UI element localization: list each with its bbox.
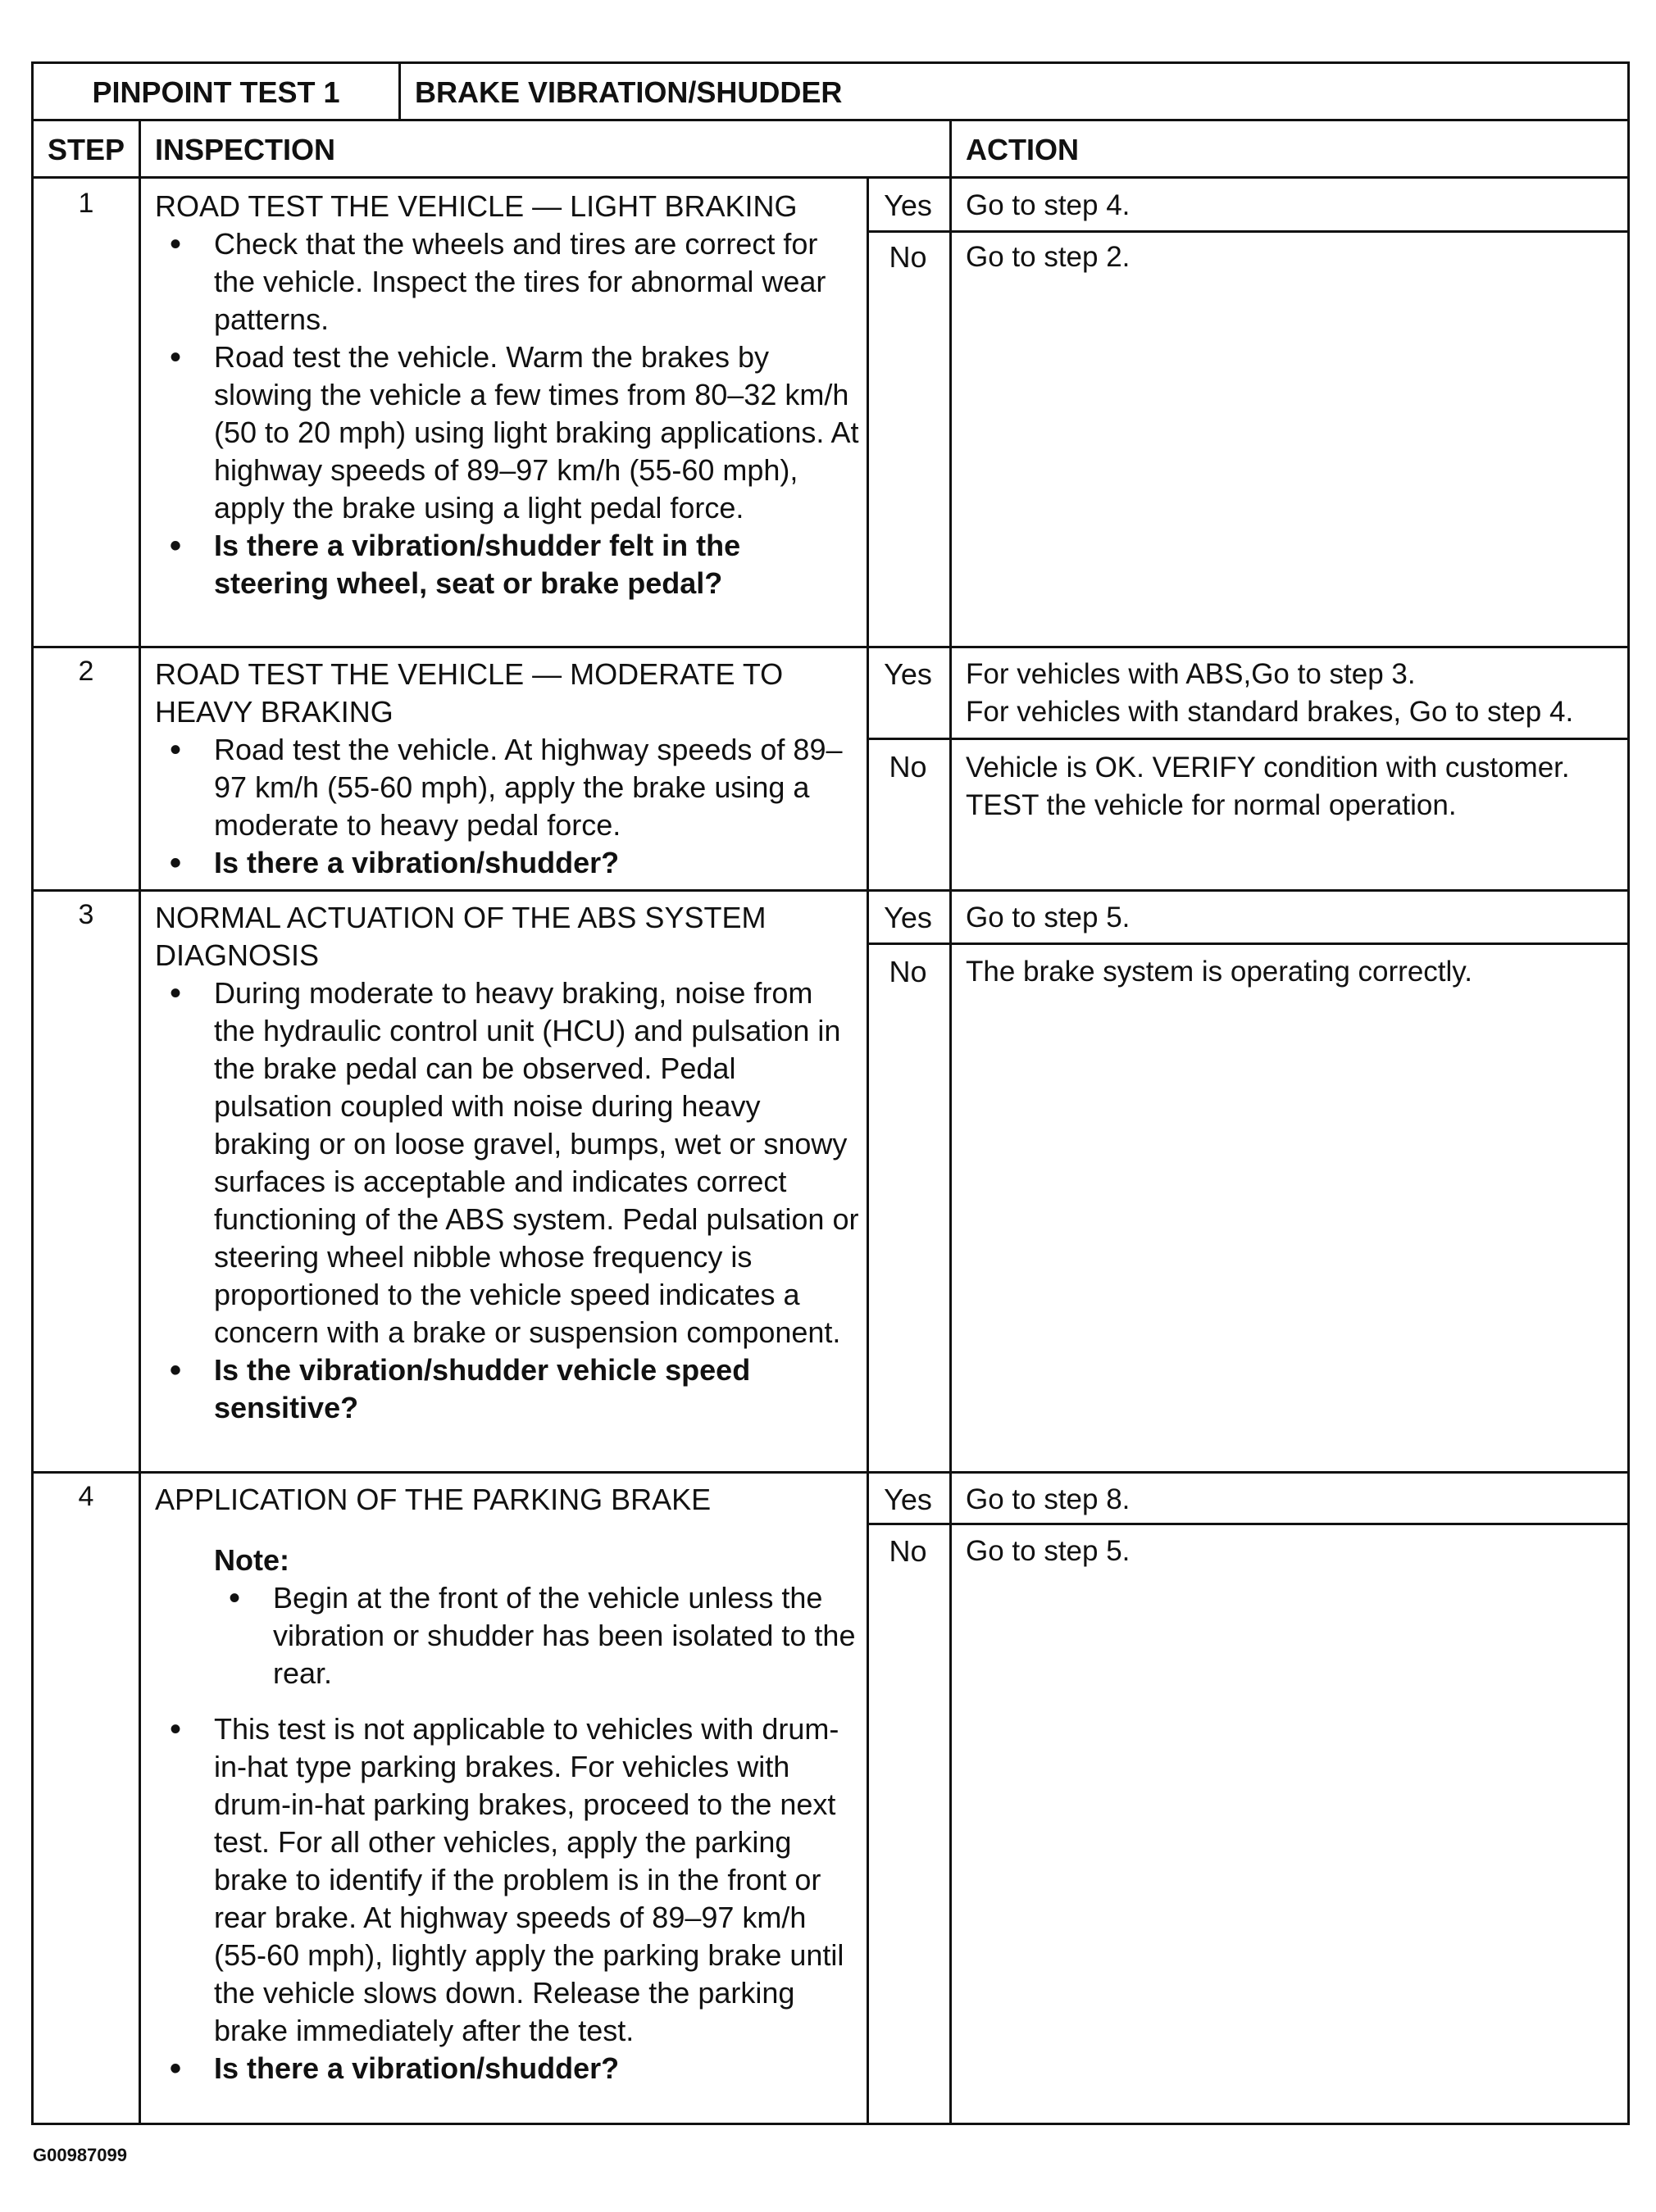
inspection-column-header: INSPECTION (155, 133, 336, 166)
yes-label: Yes (884, 1483, 932, 1516)
inspection-bullet: • Check that the wheels and tires are correct for the vehicle. Inspect the tires for abnormal wear patterns. (155, 225, 860, 338)
inspection-bullet: • Road test the vehicle. Warm the brakes by slowing the vehicle a few times from 80–32 km/h (50 to 20 mph) using light braking applications. At highway speeds of 89–97 km/h (55-60 mph), apply the brake using a light pedal force. (155, 338, 860, 527)
divider (867, 942, 1627, 945)
divider (867, 230, 1627, 233)
note-block (155, 1542, 860, 1692)
no-label: No (889, 1534, 927, 1568)
step-title: NORMAL ACTUATION OF THE ABS SYSTEM DIAGNOSIS (155, 901, 767, 972)
step-2-inspection (155, 656, 860, 882)
no-label: No (889, 955, 927, 988)
no-label: No (889, 240, 927, 274)
step-number: 3 (78, 899, 94, 930)
step-3-inspection (155, 899, 860, 1427)
yes-action (966, 656, 1573, 731)
step-title: ROAD TEST THE VEHICLE — LIGHT BRAKING (155, 189, 798, 223)
inspection-question: • Is there a vibration/shudder? (155, 844, 860, 882)
inspection-bullet: • Road test the vehicle. At highway speeds of 89–97 km/h (55-60 mph), apply the brake using a moderate to heavy pedal force. (155, 731, 860, 844)
no-action: The brake system is operating correctly. (966, 956, 1472, 988)
pinpoint-test-table (31, 61, 1630, 2125)
no-action-line: TEST the vehicle for normal operation. (966, 789, 1457, 821)
divider (949, 179, 952, 2125)
divider (867, 179, 869, 2125)
action-column-header: ACTION (966, 133, 1079, 166)
no-action: Go to step 2. (966, 241, 1131, 273)
test-label: PINPOINT TEST 1 (92, 75, 340, 109)
yes-action-line: For vehicles with standard brakes, Go to step 4. (966, 696, 1574, 728)
step-1-inspection (155, 188, 860, 602)
yes-action-line: For vehicles with ABS,Go to step 3. (966, 658, 1416, 690)
no-action: Go to step 5. (966, 1535, 1131, 1567)
step-4-inspection (155, 1481, 860, 2087)
yes-action: Go to step 4. (966, 189, 1131, 221)
note-bullet: • Begin at the front of the vehicle unless the vibration or shudder has been isolated to the rear. (214, 1579, 860, 1692)
step-column-header: STEP (47, 133, 125, 166)
divider (398, 64, 401, 121)
divider (949, 121, 952, 179)
divider (867, 738, 1627, 740)
inspection-bullet: • During moderate to heavy braking, noise from the hydraulic control unit (HCU) and pulsation in the brake pedal can be observed. Pedal pulsation coupled with noise during heavy braking or on loose gravel, bumps, wet or snowy surfaces is acceptable and indicates correct functioning of the ABS system. Pedal pulsation or steering wheel nibble whose frequency is proportioned to the vehicle speed indicates a concern with a brake or suspension component. (155, 974, 860, 1351)
inspection-question: • Is there a vibration/shudder? (155, 2050, 860, 2087)
test-title: BRAKE VIBRATION/SHUDDER (415, 75, 843, 109)
note-label: Note: (214, 1543, 289, 1577)
step-number: 1 (78, 188, 94, 219)
no-action (966, 749, 1570, 824)
yes-action: Go to step 5. (966, 902, 1131, 933)
divider (34, 1471, 1627, 1474)
yes-label: Yes (884, 901, 932, 934)
step-number: 4 (78, 1481, 94, 1512)
step-title: ROAD TEST THE VEHICLE — MODERATE TO HEAVY BRAKING (155, 657, 784, 729)
inspection-question: • Is the vibration/shudder vehicle speed sensitive? (155, 1351, 860, 1427)
yes-label: Yes (884, 188, 932, 222)
figure-code: G00987099 (33, 2145, 127, 2165)
divider (139, 121, 141, 2125)
inspection-question: • Is there a vibration/shudder felt in the steering wheel, seat or brake pedal? (155, 527, 860, 602)
no-action-line: Vehicle is OK. VERIFY condition with customer. (966, 752, 1570, 784)
divider (34, 646, 1627, 648)
divider (867, 1523, 1627, 1525)
step-title: APPLICATION OF THE PARKING BRAKE (155, 1483, 712, 1516)
inspection-bullet: • This test is not applicable to vehicles with drum-in-hat type parking brakes. For vehicles with drum-in-hat parking brakes, proceed to the next test. For all other vehicles, apply the parking brake to identify if the problem is in the front or rear brake. At highway speeds of 89–97 km/h (55-60 mph), lightly apply the parking brake until the vehicle slows down. Release the parking brake immediately after the test. (155, 1710, 860, 2050)
yes-action: Go to step 8. (966, 1483, 1131, 1515)
yes-label: Yes (884, 657, 932, 691)
divider (34, 889, 1627, 892)
no-label: No (889, 750, 927, 784)
step-number: 2 (78, 656, 94, 687)
